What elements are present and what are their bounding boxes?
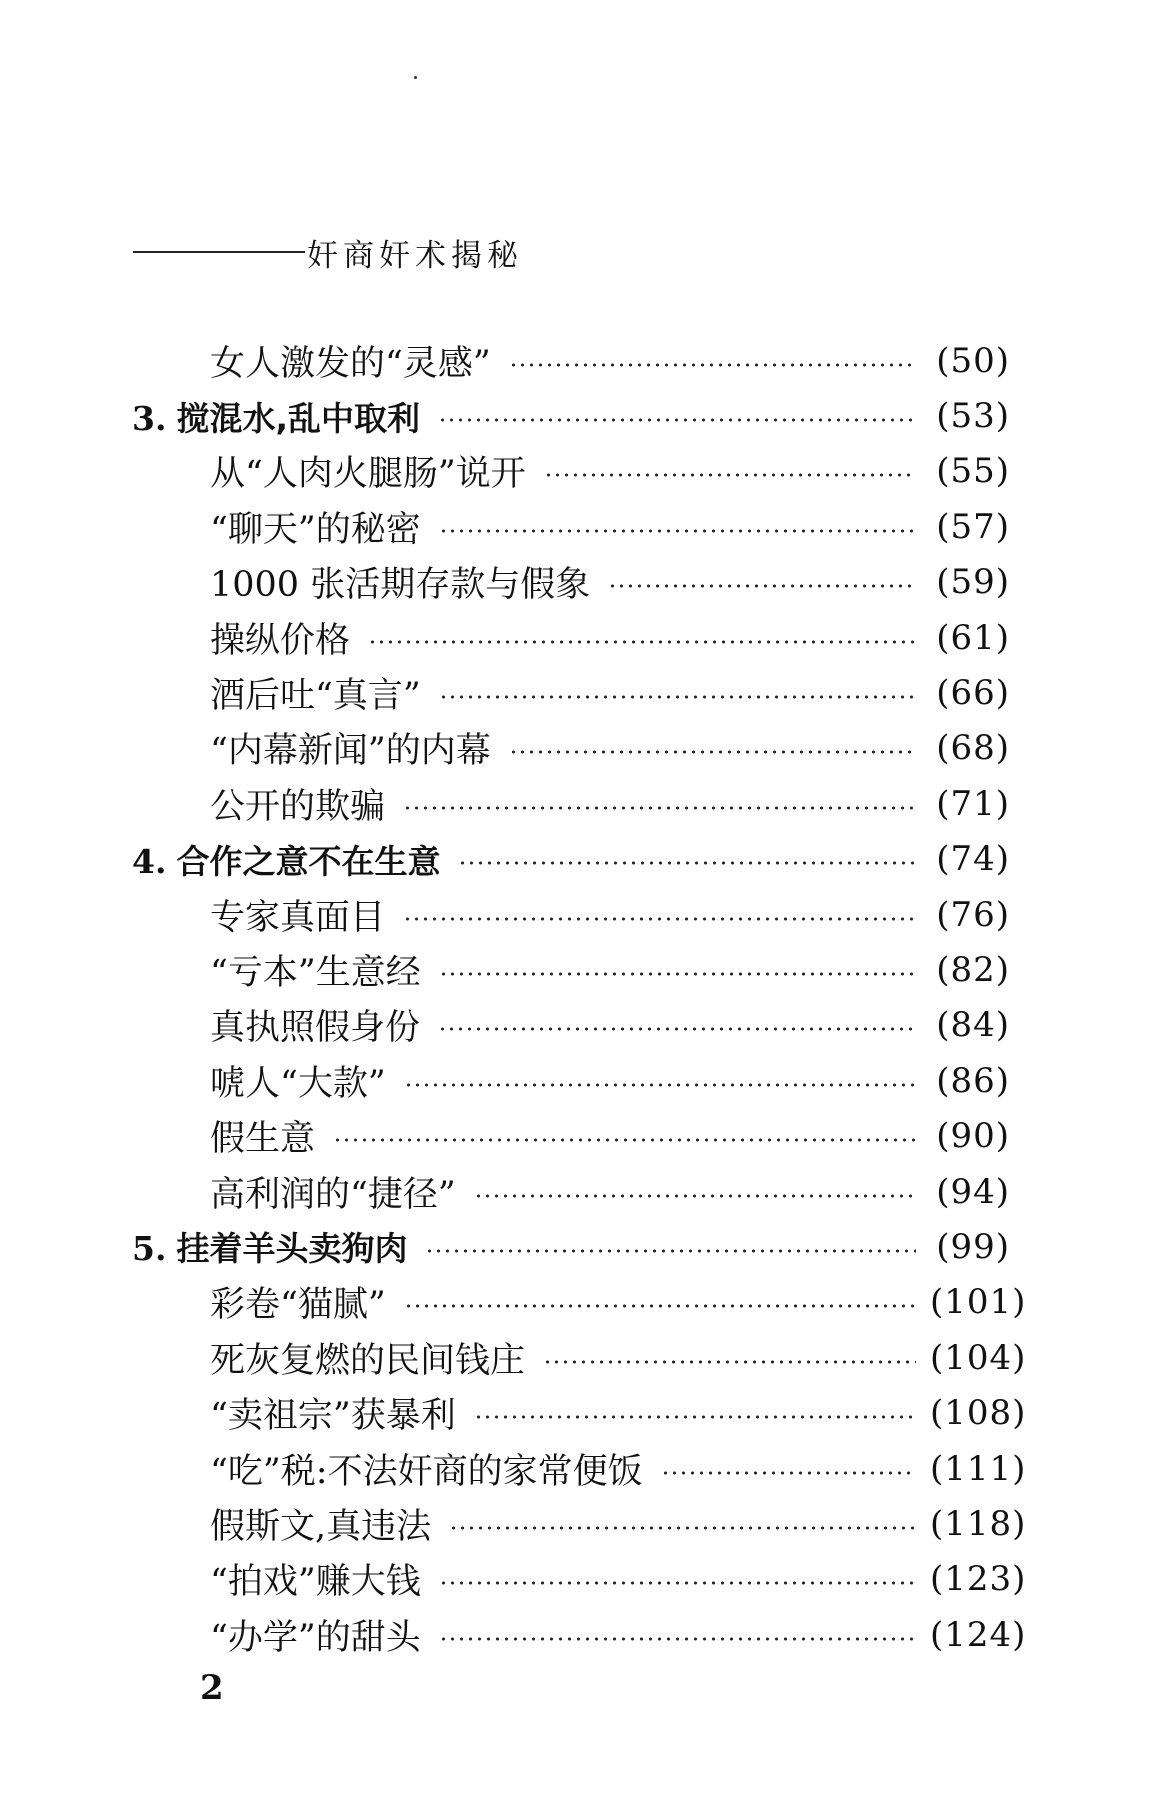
toc-entry-title	[210, 613, 350, 663]
dot-leader	[439, 529, 916, 533]
toc-entry-title	[210, 502, 421, 552]
dot-leader	[439, 972, 916, 976]
page-number: 2	[200, 1668, 224, 1708]
toc-entry-page: (61)	[936, 617, 1010, 658]
toc-entry-page: (68)	[936, 728, 1010, 769]
toc-entry-text: 假斯文,真违法	[210, 1506, 432, 1547]
toc-entry-text: 专家真面目	[210, 897, 386, 938]
toc-entry[interactable]	[0, 1385, 1165, 1440]
dot-leader	[439, 695, 916, 699]
toc-entry-title	[210, 1111, 315, 1161]
toc-entry-text: 合作之意不在生意	[176, 841, 441, 881]
toc-entry[interactable]	[0, 1552, 1165, 1607]
toc-entry-text: 高利润的“捷径”	[210, 1174, 456, 1215]
header-title: 奸商奸术揭秘	[307, 237, 523, 274]
toc-entry-title	[210, 446, 526, 496]
toc-entry-title	[210, 1388, 456, 1438]
toc-entry[interactable]	[0, 721, 1165, 776]
toc-entry-title	[210, 779, 385, 829]
toc-entry-number: 5.	[132, 1229, 167, 1269]
dot-leader	[403, 806, 916, 810]
toc-entry-page: (74)	[936, 839, 1010, 880]
toc-entry-text: 唬人“大款”	[210, 1063, 386, 1104]
dot-leader	[661, 1471, 916, 1475]
toc-entry-title	[210, 1444, 643, 1494]
toc-entry-text: “聊天”的秘密	[210, 509, 421, 550]
toc-entry-text: “卖祖宗”获暴利	[210, 1396, 456, 1437]
toc-entry[interactable]	[0, 665, 1165, 720]
toc-entry-page: (53)	[936, 396, 1010, 437]
toc-section-entry[interactable]	[0, 1219, 1165, 1274]
toc-entry-page: (86)	[936, 1060, 1010, 1101]
dot-leader	[544, 473, 916, 477]
toc-entry-number: 4.	[132, 841, 167, 881]
toc-entry-title	[210, 1167, 456, 1217]
toc-entry-text: 从“人肉火腿肠”说开	[210, 454, 526, 495]
dot-leader	[509, 363, 916, 367]
dot-leader	[438, 418, 916, 422]
toc-entry-page: (99)	[936, 1226, 1010, 1267]
toc-entry[interactable]	[0, 1053, 1165, 1108]
toc-section-entry[interactable]	[0, 388, 1165, 443]
toc-entry-title	[210, 1499, 431, 1549]
toc-entry-page: (55)	[936, 451, 1010, 492]
toc-entry-text: 1000 张活期存款与假象	[210, 565, 591, 606]
toc-entry-title	[210, 890, 385, 940]
toc-entry[interactable]	[0, 998, 1165, 1053]
toc-entry-title	[210, 336, 491, 386]
toc-entry[interactable]	[0, 1441, 1165, 1496]
toc-entry-page: (90)	[936, 1116, 1010, 1157]
dot-leader	[368, 640, 916, 644]
toc-entry-title	[132, 393, 420, 440]
toc-entry-text: “内幕新闻”的内幕	[210, 731, 491, 772]
toc-entry-title	[132, 1223, 407, 1270]
toc-entry-text: 酒后吐“真言”	[210, 676, 421, 717]
toc-entry-title	[210, 723, 491, 773]
dot-leader	[333, 1138, 916, 1142]
toc-entry-title	[210, 1000, 420, 1050]
toc-entry-text: 假生意	[210, 1119, 316, 1160]
dot-leader	[403, 917, 916, 921]
dot-leader	[458, 861, 916, 865]
dot-leader	[608, 584, 916, 588]
toc-entry-page: (59)	[936, 562, 1010, 603]
toc-entry-text: “办学”的甜头	[210, 1617, 421, 1658]
dot-leader	[449, 1526, 916, 1530]
toc-entry-text: 公开的欺骗	[210, 786, 386, 827]
dot-leader	[439, 1637, 916, 1641]
toc-entry-title	[210, 1277, 386, 1327]
dot-leader	[509, 750, 916, 754]
toc-entry[interactable]	[0, 1330, 1165, 1385]
toc-entry-text: 彩卷“猫腻”	[210, 1285, 386, 1326]
toc-entry-title	[210, 945, 421, 995]
toc-entry-number: 3.	[132, 398, 167, 438]
toc-entry[interactable]	[0, 1108, 1165, 1163]
toc-entry-text: “亏本”生意经	[210, 952, 421, 993]
toc-entry-page: (84)	[936, 1005, 1010, 1046]
toc-entry-title	[210, 1554, 421, 1604]
toc-entry[interactable]	[0, 610, 1165, 665]
toc-entry-text: 挂着羊头卖狗肉	[176, 1229, 408, 1269]
toc-entry-title	[210, 1610, 421, 1660]
table-of-contents	[0, 333, 1165, 1662]
dot-leader	[425, 1249, 916, 1253]
toc-entry[interactable]	[0, 499, 1165, 554]
toc-entry-page: (71)	[936, 783, 1010, 824]
dot-leader	[439, 1581, 916, 1585]
toc-entry-page: (66)	[936, 673, 1010, 714]
toc-entry-text: “吃”税:不法奸商的家常便饭	[210, 1451, 643, 1492]
toc-entry-text: “拍戏”赚大钱	[210, 1562, 421, 1603]
dot-leader	[404, 1304, 916, 1308]
toc-entry-title	[210, 1333, 525, 1383]
toc-entry-title	[210, 557, 590, 607]
dot-leader	[474, 1415, 916, 1419]
toc-entry[interactable]	[0, 333, 1165, 388]
toc-entry-text: 搅混水,乱中取利	[176, 398, 420, 438]
toc-entry[interactable]	[0, 555, 1165, 610]
toc-entry-text: 真执照假身份	[210, 1008, 421, 1049]
toc-entry-page: (118)	[930, 1503, 1027, 1544]
toc-entry-title	[210, 668, 421, 718]
running-header	[133, 232, 523, 272]
toc-entry-page: (104)	[930, 1337, 1027, 1378]
toc-entry-text: 女人激发的“灵感”	[210, 343, 491, 384]
dot-leader	[404, 1083, 916, 1087]
scan-speck	[414, 76, 417, 79]
toc-entry-page: (108)	[930, 1393, 1027, 1434]
toc-entry-page: (111)	[930, 1448, 1027, 1489]
toc-entry-page: (50)	[936, 340, 1010, 381]
toc-entry-title	[132, 836, 440, 883]
toc-entry[interactable]	[0, 1496, 1165, 1551]
toc-entry[interactable]	[0, 444, 1165, 499]
header-rule	[133, 251, 305, 253]
toc-entry-page: (101)	[930, 1282, 1027, 1323]
toc-entry[interactable]	[0, 1607, 1165, 1662]
toc-entry-text: 死灰复燃的民间钱庄	[210, 1340, 526, 1381]
toc-entry-page: (123)	[930, 1559, 1027, 1600]
toc-entry-title	[210, 1056, 386, 1106]
toc-entry-page: (76)	[936, 894, 1010, 935]
toc-entry-page: (94)	[936, 1171, 1010, 1212]
dot-leader	[543, 1360, 916, 1364]
toc-entry[interactable]	[0, 1164, 1165, 1219]
toc-entry[interactable]	[0, 942, 1165, 997]
toc-entry[interactable]	[0, 1275, 1165, 1330]
toc-entry[interactable]	[0, 887, 1165, 942]
toc-entry-page: (124)	[930, 1614, 1027, 1655]
toc-entry-page: (57)	[936, 506, 1010, 547]
toc-entry[interactable]	[0, 776, 1165, 831]
toc-section-entry[interactable]	[0, 832, 1165, 887]
toc-entry-page: (82)	[936, 949, 1010, 990]
dot-leader	[474, 1194, 916, 1198]
dot-leader	[438, 1027, 916, 1031]
toc-entry-text: 操纵价格	[210, 620, 351, 661]
